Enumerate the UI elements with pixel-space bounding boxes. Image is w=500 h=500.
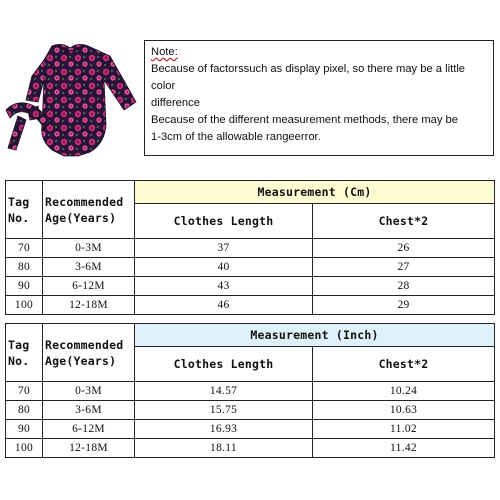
note-line: Because of the different measurement methods, there may be [151,114,459,126]
chest-header: Chest*2 [313,204,495,239]
tag-cell: 80 [6,258,43,277]
note-line: 1-3cm of the allowable rangeerror. [151,131,321,143]
age-cell: 12-18M [43,296,135,315]
age-cell: 6-12M [43,277,135,296]
table-row [6,277,495,296]
tag-header: Tag No. [6,324,43,382]
clothes-length-header: Clothes Length [135,204,313,239]
note-title: Note: [151,46,178,58]
chest-cell: 10.24 [313,382,495,401]
romper-sleeve-left [26,60,44,102]
measurement-header: Measurement (Inch) [135,324,495,347]
table-row [6,401,495,420]
chest-cell: 28 [313,277,495,296]
table-row [6,420,495,439]
tag-cell: 90 [6,420,43,439]
age-header: Recommended Age(Years) [43,181,135,239]
age-cell: 0-3M [43,382,135,401]
headband-tail [8,116,26,150]
age-cell: 12-18M [43,439,135,458]
length-cell: 16.93 [135,420,313,439]
tag-cell: 70 [6,382,43,401]
romper-body [38,44,136,156]
measurement-header: Measurement (Cm) [135,181,495,204]
table-row [6,239,495,258]
chest-cell: 10.63 [313,401,495,420]
chest-header: Chest*2 [313,347,495,382]
product-image [4,40,142,160]
size-table-inch [5,323,495,458]
tag-header: Tag No. [6,181,43,239]
length-cell: 40 [135,258,313,277]
tag-cell: 100 [6,439,43,458]
length-cell: 14.57 [135,382,313,401]
age-cell: 6-12M [43,420,135,439]
length-cell: 18.11 [135,439,313,458]
age-cell: 0-3M [43,239,135,258]
age-cell: 3-6M [43,401,135,420]
chest-cell: 26 [313,239,495,258]
chest-cell: 11.42 [313,439,495,458]
tag-cell: 100 [6,296,43,315]
tag-cell: 90 [6,277,43,296]
note-box [144,40,494,156]
table-row [6,258,495,277]
tag-cell: 70 [6,239,43,258]
length-cell: 46 [135,296,313,315]
age-header: Recommended Age(Years) [43,324,135,382]
note-line: difference [151,97,200,109]
length-cell: 15.75 [135,401,313,420]
clothes-length-header: Clothes Length [135,347,313,382]
table-row [6,439,495,458]
table-row [6,296,495,315]
note-line: Because of factorssuch as display pixel, so there may be a little color [151,63,466,92]
table-row [6,382,495,401]
chest-cell: 11.02 [313,420,495,439]
chest-cell: 27 [313,258,495,277]
tag-cell: 80 [6,401,43,420]
age-cell: 3-6M [43,258,135,277]
chest-cell: 29 [313,296,495,315]
length-cell: 37 [135,239,313,258]
length-cell: 43 [135,277,313,296]
size-table-cm [5,180,495,315]
